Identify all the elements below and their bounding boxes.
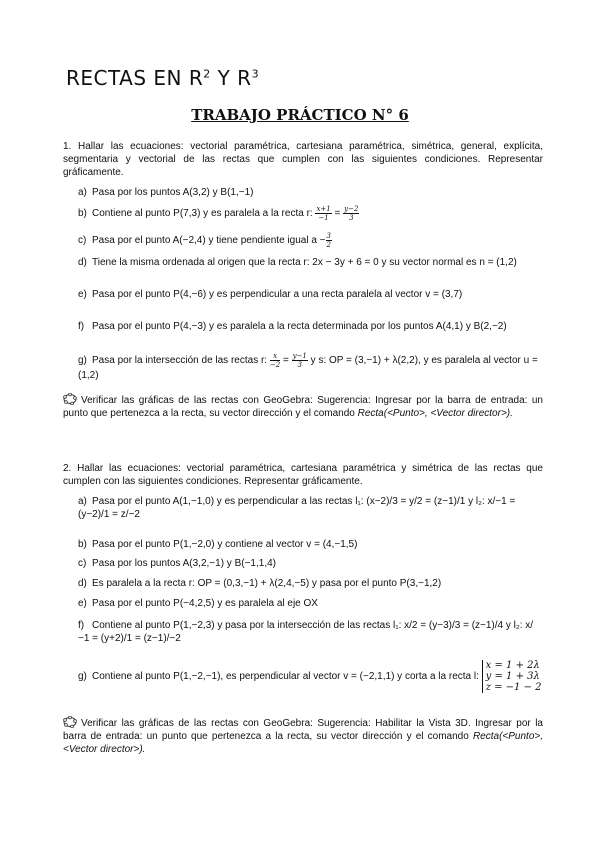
fraction: $\frac{y-1}{3}$ (292, 352, 307, 369)
item-text: Es paralela a la recta r: OP = (0,3,−1) + λ(2,4,−5) y pasa por el punto P(3,−1,2) (92, 578, 442, 589)
item-text: Tiene la misma ordenada al origen que la recta r: 2x − 3y + 6 = 0 y su vector normal es n = (1,2) (92, 257, 517, 268)
item-letter: c) (78, 235, 87, 247)
fraction: $\frac{x}{-2}$ (269, 352, 281, 369)
item-text: Pasa por el punto P(1,−2,0) y contiene al vector v = (4,−1,5) (92, 539, 358, 550)
item-text-post: y s: OP = (3,−1) + λ(2,2), y es paralela al vector u = (1,2) (78, 355, 538, 381)
item-letter: e) (78, 598, 87, 609)
item-text: Pasa por los puntos A(3,2) y B(1,−1) (92, 187, 254, 198)
ex1-item-b: b) Contiene al punto P(7,3) y es paralela a la recta r: $\frac{x+1}{-1}$ = $\frac{y-2}{3}$ (78, 205, 359, 222)
ex2-item-c (78, 557, 543, 570)
geogebra-icon (63, 716, 77, 728)
item-text: Pasa por el punto P(4,−6) y es perpendicular a una recta paralela al vector v = (3,7) (92, 289, 463, 300)
fraction: $\frac{y-2}{3}$ (344, 205, 359, 222)
item-text: Pasa por la intersección de las rectas r: (92, 355, 270, 367)
ex1-item-f (78, 320, 543, 333)
item-text: Pasa por el punto A(1,−1,0) y es perpendicular a las rectas l₁: (x−2)/3 = y/2 = (z−1)/1 y l₂: x/−1 = (y−2)/1 = z/−2 (78, 496, 516, 520)
item-letter: b) (78, 208, 87, 220)
item-text: Contiene al punto P(1,−2,−1), es perpendicular al vector v = (−2,1,1) y corta a la recta l: (92, 671, 479, 683)
ex2-geogebra-note (63, 716, 543, 756)
item-text: Contiene al punto P(1,−2,3) y pasa por la intersección de las rectas l₁: x/2 = (y−3)/3 = (z−1)/4 y l₂: x/−1 = (y+2)/1 = (z−1)/−2 (78, 620, 534, 644)
ex1-item-a (78, 186, 543, 199)
item-text: Pasa por el punto A(−2,4) y tiene pendiente igual a − (92, 235, 326, 247)
title-mid: Y R (210, 66, 252, 90)
ex1-item-e (78, 288, 543, 301)
note-text: Verificar las gráficas de las rectas con GeoGebra: Sugerencia: Habilitar la Vista 3D. Ingresar por la barra de entrada: un punto que pertenezca a la recta, su vector dirección y el comando (63, 718, 543, 742)
geogebra-icon (63, 393, 77, 405)
item-text: Pasa por el punto P(−4,2,5) y es paralela al eje OX (92, 598, 318, 609)
ex2-item-f (78, 619, 543, 645)
ex2-item-e (78, 597, 543, 610)
fraction: $\frac{3}{2}$ (326, 232, 331, 249)
item-letter: a) (78, 187, 87, 198)
title-superscript-3: 3 (251, 67, 260, 81)
ex1-item-c (78, 232, 543, 249)
ex2-item-b (78, 538, 543, 551)
item-letter: g) (78, 671, 87, 683)
practice-title: TRABAJO PRÁCTICO N° 6 (191, 106, 409, 124)
item-letter: b) (78, 539, 87, 550)
item-text: Contiene al punto P(7,3) y es paralela a la recta r: (92, 208, 316, 220)
ex2-item-d (78, 577, 543, 590)
item-letter: d) (78, 257, 87, 268)
item-letter: f) (78, 321, 85, 332)
parametric-system: x = 1 + 2λ y = 1 + 3λ z = −1 − 2 (482, 660, 542, 693)
exercise-2-intro: 2. Hallar las ecuaciones: vectorial paramétrica, cartesiana paramétrica y simétrica de las rectas que cumplen con las siguientes condiciones. Representar gráficamente. (63, 463, 543, 487)
item-letter: f) (78, 620, 85, 631)
note-command: Recta(<Punto>, <Vector director>). (357, 408, 513, 419)
item-letter: d) (78, 578, 87, 589)
item-letter: g) (78, 355, 87, 367)
exercise-1-intro: 1. Hallar las ecuaciones: vectorial paramétrica, cartesiana paramétrica, simétrica, general, explícita, segmentaria y vectorial de las rectas que cumplen con las siguientes condiciones. Representar gráficamente. (63, 141, 543, 178)
item-text: Pasa por el punto P(4,−3) y es paralela a la recta determinada por los puntos A(4,1) y B(2,−2) (92, 321, 507, 332)
title-superscript-2: 2 (203, 67, 211, 81)
ex1-geogebra-note (63, 393, 543, 420)
ex2-item-g (78, 660, 543, 693)
note-command: Recta(<Punto>, <Vector director>). (63, 731, 543, 755)
item-letter: c) (78, 558, 87, 569)
ex1-item-d (78, 256, 543, 269)
item-letter: a) (78, 496, 87, 507)
page-title (66, 66, 259, 90)
ex2-item-a (78, 495, 543, 521)
item-text: Pasa por los puntos A(3,2,−1) y B(−1,1,4) (92, 558, 276, 569)
ex1-item-g: g) Pasa por la intersección de las rectas r: $\frac{x}{-2}$ = $\frac{y-1}{3}$ y s: OP = (3,−1) + λ(2,2), y es paralela al vector u = (1,2) (78, 352, 538, 381)
fraction: $\frac{x+1}{-1}$ (316, 205, 331, 222)
item-letter: e) (78, 289, 87, 300)
note-text: Verificar las gráficas de las rectas con GeoGebra: Sugerencia: Ingresar por la barra de entrada: un punto que pertenezca a la recta, su vector dirección y el comando (63, 395, 543, 419)
title-text: RECTAS EN R (66, 66, 204, 90)
